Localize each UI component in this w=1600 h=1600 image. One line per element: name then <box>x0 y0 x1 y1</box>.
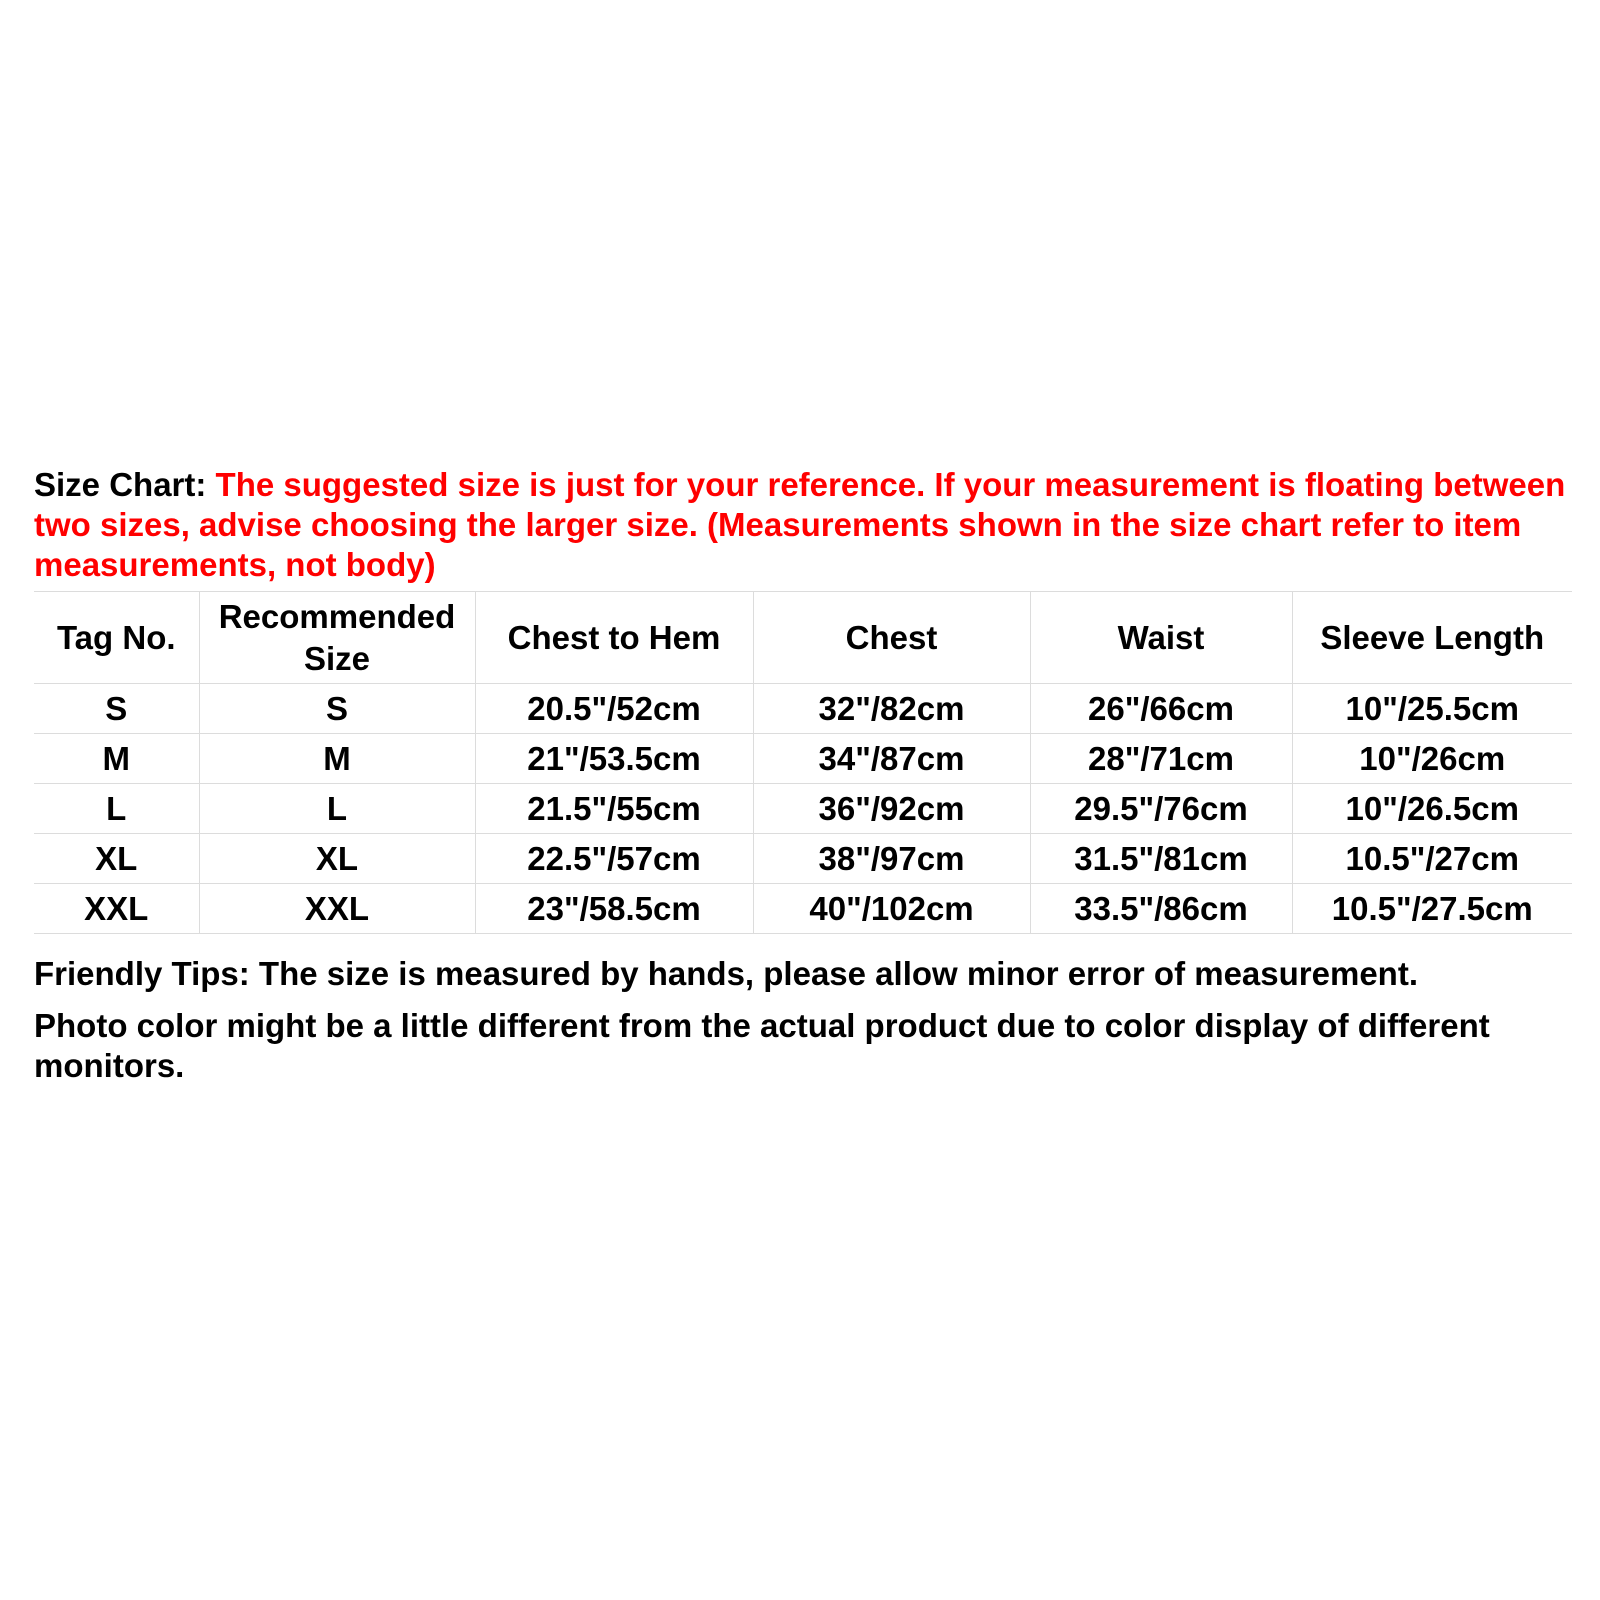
column-header-chest-to-hem: Chest to Hem <box>475 592 753 684</box>
table-cell: 10.5"/27.5cm <box>1292 884 1572 934</box>
friendly-tips: Friendly Tips: The size is measured by hands, please allow minor error of measurement. <box>34 955 1418 992</box>
column-header-sleeve-length: Sleeve Length <box>1292 592 1572 684</box>
size-chart-heading: Size Chart: <box>34 466 216 503</box>
table-cell: S <box>199 684 475 734</box>
table-cell: 31.5"/81cm <box>1030 834 1292 884</box>
size-table <box>34 591 1572 934</box>
table-cell: XL <box>34 834 199 884</box>
table-row <box>34 884 1572 934</box>
table-header-row <box>34 592 1572 684</box>
column-header-recommended-size: Recommended Size <box>199 592 475 684</box>
table-cell: 21"/53.5cm <box>475 734 753 784</box>
table-row <box>34 734 1572 784</box>
table-cell: XXL <box>199 884 475 934</box>
table-cell: 20.5"/52cm <box>475 684 753 734</box>
table-cell: XL <box>199 834 475 884</box>
table-cell: 36"/92cm <box>753 784 1030 834</box>
table-cell: 38"/97cm <box>753 834 1030 884</box>
size-chart-reference-note: The suggested size is just for your reference. If your measurement is floating between two sizes, advise choosing the larger size. (Measurements shown in the size chart refer to item measurements, not body) <box>34 466 1566 583</box>
size-chart-sheet <box>34 465 1572 1086</box>
table-cell: 10.5"/27cm <box>1292 834 1572 884</box>
table-cell: 34"/87cm <box>753 734 1030 784</box>
table-cell: 21.5"/55cm <box>475 784 753 834</box>
size-chart-intro <box>34 465 1572 585</box>
table-cell: L <box>199 784 475 834</box>
table-cell: 28"/71cm <box>1030 734 1292 784</box>
table-cell: 40"/102cm <box>753 884 1030 934</box>
column-header-waist: Waist <box>1030 592 1292 684</box>
table-row <box>34 834 1572 884</box>
table-cell: 29.5"/76cm <box>1030 784 1292 834</box>
table-cell: 32"/82cm <box>753 684 1030 734</box>
table-cell: 10"/26cm <box>1292 734 1572 784</box>
table-cell: 10"/25.5cm <box>1292 684 1572 734</box>
table-cell: 23"/58.5cm <box>475 884 753 934</box>
column-header-tag-no: Tag No. <box>34 592 199 684</box>
table-cell: 10"/26.5cm <box>1292 784 1572 834</box>
table-cell: 26"/66cm <box>1030 684 1292 734</box>
table-cell: M <box>199 734 475 784</box>
table-cell: S <box>34 684 199 734</box>
photo-color-note: Photo color might be a little different from the actual product due to color display of different monitors. <box>34 1007 1490 1084</box>
table-cell: M <box>34 734 199 784</box>
table-cell: 33.5"/86cm <box>1030 884 1292 934</box>
table-row <box>34 684 1572 734</box>
table-row <box>34 784 1572 834</box>
column-header-chest: Chest <box>753 592 1030 684</box>
table-cell: XXL <box>34 884 199 934</box>
table-cell: 22.5"/57cm <box>475 834 753 884</box>
table-cell: L <box>34 784 199 834</box>
